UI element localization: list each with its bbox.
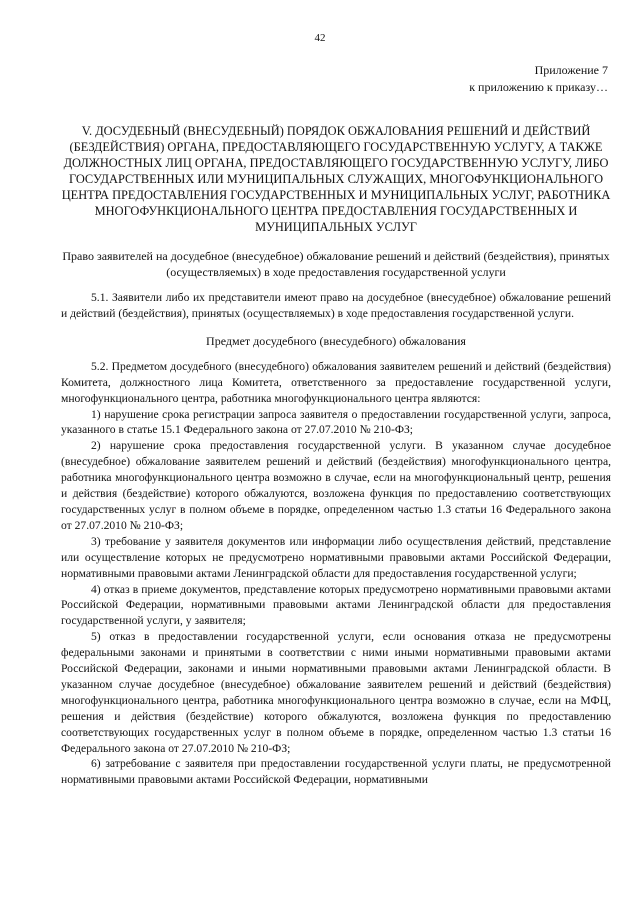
list-item-5: 5) отказ в предоставлении государственной услуги, если основания отказа не предусмотрены федеральными законами и принятыми в соответствии с ними иными нормативными правовыми актами Российской Федерации, законами и иными нормативными правовыми актами Ленинградской области. В указанном случае досудебное (внесудебное) обжалование заявителем решений и действий (бездействия) многофункционального центра, работника многофункционального центра возможно в случае, если на МФЦ, решения и действия (бездействие) которого обжалуются, возложена функция по предоставлению соответствующих государственных услуг в полном объеме в порядке, определенном частью 1.3 статьи 16 Федерального закона от 27.07.2010 № 210-ФЗ;	[61, 630, 611, 755]
subheading-rights: Право заявителей на досудебное (внесудебное) обжалование решений и действий (бездействия), принятых (осуществляемых) в ходе предоставления государственной услуги	[62, 249, 610, 279]
paragraph-5-1: 5.1. Заявители либо их представители имеют право на досудебное (внесудебное) обжалование решений и действий (бездействия), принятых (осуществляемых) в ходе предоставления государственной услуги.	[61, 291, 611, 320]
list-item-6: 6) затребование с заявителя при предоставлении государственной услуги платы, не предусмотренной нормативными правовыми актами Российской Федерации, нормативными	[61, 757, 611, 787]
document-body	[61, 123, 611, 788]
page-number: 42	[314, 32, 326, 44]
list-item-4: 4) отказ в приеме документов, представление которых предусмотрено нормативными правовыми актами Российской Федерации, нормативными правовыми актами Ленинградской области для предоставления государственной услуги, у заявителя;	[61, 582, 611, 628]
appendix-reference	[469, 62, 608, 96]
subheading-subject: Предмет досудебного (внесудебного) обжалования	[206, 333, 466, 348]
paragraph-5-2: 5.2. Предметом досудебного (внесудебного) обжалования заявителем решений и действий (бездействия) Комитета, должностного лица Комитета, ответственного за предоставление государственной услуги, многофункционального центра, работника многофункционального центра являются:	[61, 359, 611, 405]
appendix-line-2: к приложению к приказу…	[469, 80, 608, 94]
section-title: V. ДОСУДЕБНЫЙ (ВНЕСУДЕБНЫЙ) ПОРЯДОК ОБЖАЛОВАНИЯ РЕШЕНИЙ И ДЕЙСТВИЙ (БЕЗДЕЙСТВИЯ) ОРГАНА, ПРЕДОСТАВЛЯЮЩЕГО ГОСУДАРСТВЕННУЮ УСЛУГУ, А ТАКЖЕ ДОЛЖНОСТНЫХ ЛИЦ ОРГАНА, ПРЕДОСТАВЛЯЮЩЕГО ГОСУДАРСТВЕННУЮ УСЛУГУ, ЛИБО ГОСУДАРСТВЕННЫХ ИЛИ МУНИЦИПАЛЬНЫХ СЛУЖАЩИХ, МНОГОФУНКЦИОНАЛЬНОГО ЦЕНТРА ПРЕДОСТАВЛЕНИЯ ГОСУДАРСТВЕННЫХ И МУНИЦИПАЛЬНЫХ УСЛУГ, РАБОТНИКА МНОГОФУНКЦИОНАЛЬНОГО ЦЕНТРА ПРЕДОСТАВЛЕНИЯ ГОСУДАРСТВЕННЫХ И МУНИЦИПАЛЬНЫХ УСЛУГ	[61, 124, 611, 234]
list-item-3: 3) требование у заявителя документов или информации либо осуществления действий, представление или осуществление которых не предусмотрено нормативными правовыми актами Российской Федерации, нормативными правовыми актами Ленинградской области для предоставления государственной услуги;	[61, 534, 611, 580]
list-item-1: 1) нарушение срока регистрации запроса заявителя о предоставлении государственной услуги, запроса, указанного в статье 15.1 Федерального закона от 27.07.2010 № 210-ФЗ;	[61, 407, 611, 437]
list-item-2: 2) нарушение срока предоставления государственной услуги. В указанном случае досудебное (внесудебное) обжалование заявителем решений и действий (бездействия) многофункционального центра, работника многофункционального центра возможно в случае, если на многофункциональный центр, решения и действия (бездействие) которого обжалуются, возложена функция по предоставлению соответствующих государственных услуг в полном объеме в порядке, определенном частью 1.3 статьи 16 Федерального закона от 27.07.2010 № 210-ФЗ;	[61, 439, 611, 532]
appendix-line-1: Приложение 7	[534, 63, 608, 77]
